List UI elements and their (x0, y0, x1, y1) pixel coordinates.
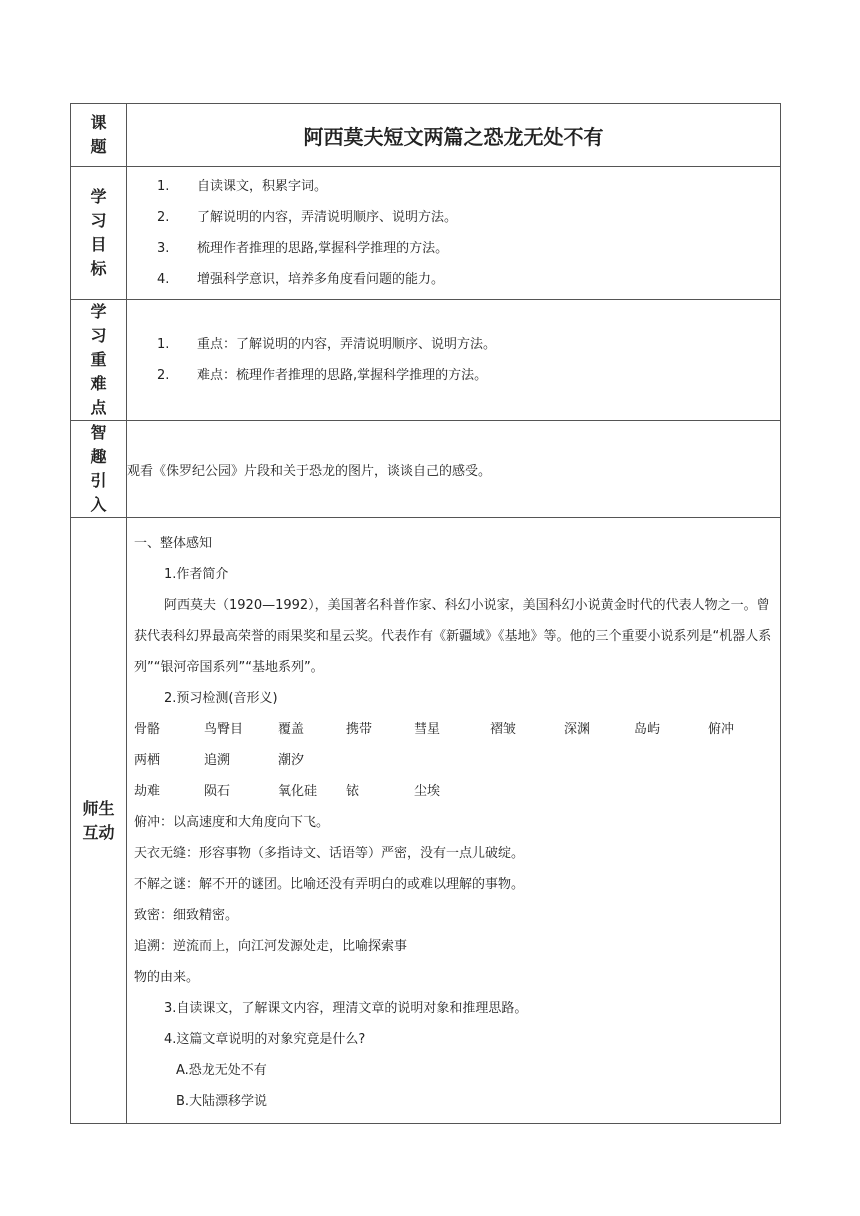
definition: 俯冲：以高速度和大角度向下飞。 (134, 815, 330, 830)
author-paragraph: 阿西莫夫（1920—1992），美国著名科普作家、科幻小说家，美国科幻小说黄金时代的代表人物之一。曾获代表科幻界最高荣誉的雨果奖和星云奖。代表作有《新疆域》《基地》等。他的三个重要小说系列是“机器人系列”“银河帝国系列”“基地系列”。 (134, 598, 772, 675)
key-point-item: 2. 难点：梳理作者推理的思路,掌握科学推理的方法。 (157, 368, 488, 383)
key-points-list (127, 325, 780, 395)
author-heading: 1.作者简介 (164, 567, 229, 582)
label-goals: 学习目标 (71, 167, 127, 300)
definition: 不解之谜：解不开的谜团。比喻还没有弄明白的或难以理解的事物。 (134, 877, 525, 892)
interaction-body (127, 518, 780, 1123)
definition: 致密：细致精密。 (134, 908, 239, 923)
word-row: 劫难 陨石 氧化硅 铱 尘埃 (134, 784, 441, 799)
goal-item: 1. 自读课文，积累字词。 (157, 179, 328, 194)
definition: 天衣无缝：形容事物（多指诗文、话语等）严密，没有一点儿破绽。 (134, 846, 525, 861)
goals-cell (127, 167, 781, 300)
goal-item: 2. 了解说明的内容，弄清说明顺序、说明方法。 (157, 210, 458, 225)
option-b: B.大陆漂移学说 (176, 1094, 268, 1109)
section-heading: 一、整体感知 (134, 536, 213, 551)
intro-text: 观看《侏罗纪公园》片段和关于恐龙的图片，谈谈自己的感受。 (127, 421, 781, 518)
goals-list (127, 167, 780, 299)
key-points-cell (127, 300, 781, 421)
label-key-points: 学习重难点 (71, 300, 127, 421)
goal-item: 4. 增强科学意识，培养多角度看问题的能力。 (157, 272, 445, 287)
lesson-title: 阿西莫夫短文两篇之恐龙无处不有 (127, 104, 781, 167)
interaction-cell (127, 518, 781, 1124)
word-row: 两栖 追溯 潮汐 (134, 753, 305, 768)
lesson-plan-table (70, 103, 781, 1124)
key-point-item: 1. 重点：了解说明的内容，弄清说明顺序、说明方法。 (157, 337, 497, 352)
label-intro: 智趣引入 (71, 421, 127, 518)
label-topic: 课题 (71, 104, 127, 167)
preview-heading: 2.预习检测(音形义) (164, 691, 278, 706)
option-a: A.恐龙无处不有 (176, 1063, 267, 1078)
question: 4.这篇文章说明的对象究竟是什么? (164, 1032, 366, 1047)
definition: 物的由来。 (134, 970, 200, 985)
label-interaction: 师生互动 (71, 518, 127, 1124)
word-row: 骨骼 鸟臀目 覆盖 携带 彗星 褶皱 深渊 岛屿 俯冲 (134, 722, 735, 737)
definition: 追溯：逆流而上，向江河发源处走，比喻探索事 (134, 939, 408, 954)
goal-item: 3. 梳理作者推理的思路,掌握科学推理的方法。 (157, 241, 449, 256)
reading-task: 3.自读课文，了解课文内容，理清文章的说明对象和推理思路。 (164, 1001, 528, 1016)
